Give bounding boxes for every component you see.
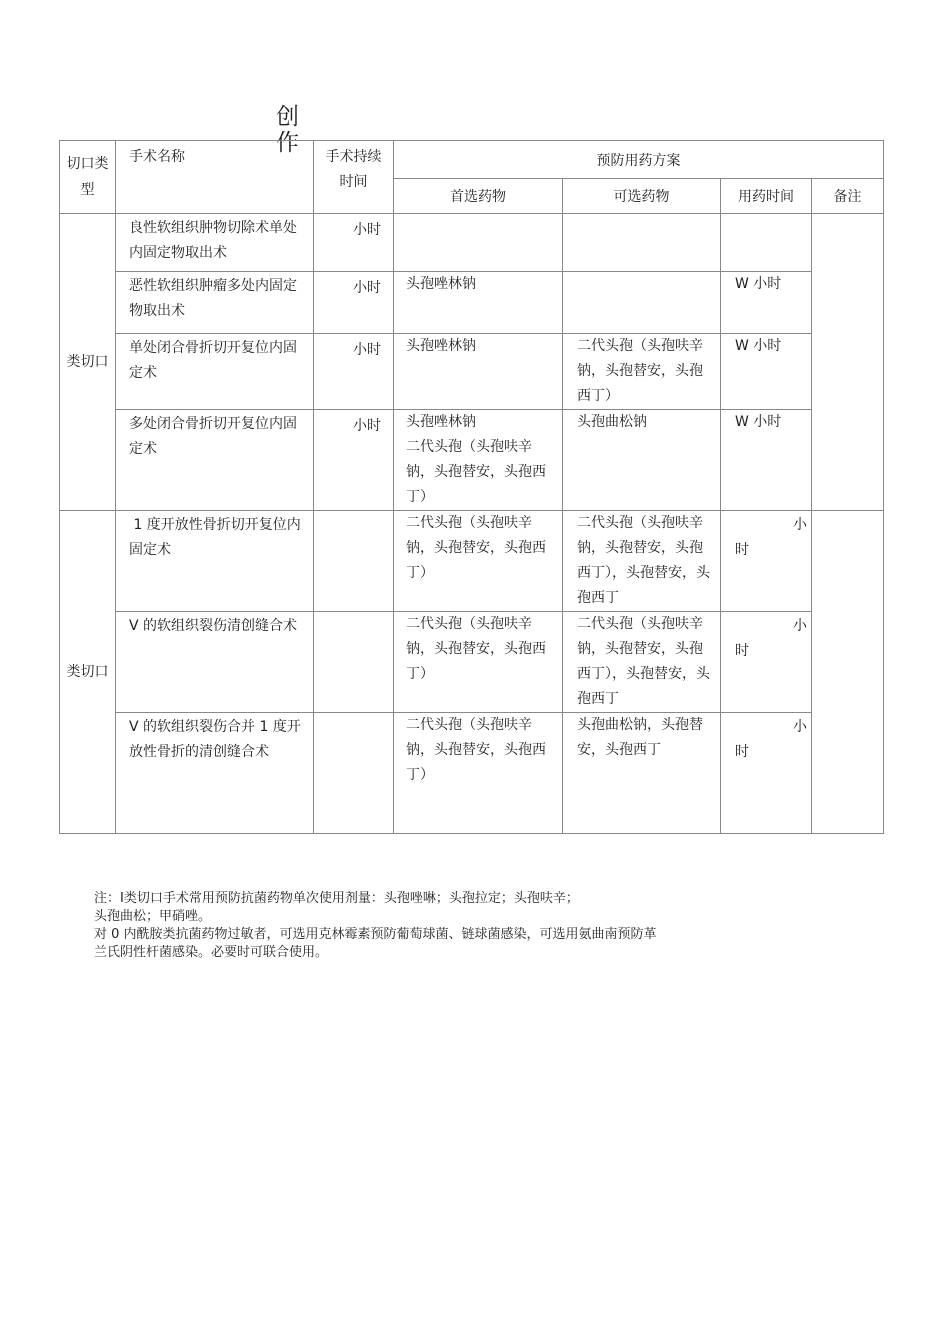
- duration-cell: 小时: [314, 410, 394, 511]
- table-row: [60, 612, 884, 713]
- alternative-cell: 二代头孢（头孢呋辛钠，头孢替安，头孢西丁），头孢替安，头孢西丁: [563, 511, 721, 612]
- incision-type-cell: 类切口: [60, 511, 116, 834]
- duration-cell: [314, 713, 394, 834]
- header-plan: 预防用药方案: [394, 141, 884, 179]
- timing-part-b: 时: [735, 744, 749, 760]
- timing-cell: [721, 511, 812, 612]
- alternative-cell: 二代头孢（头孢呋辛钠，头孢替安，头孢西丁），头孢替安，头孢西丁: [563, 612, 721, 713]
- duration-cell: 小时: [314, 214, 394, 272]
- first-choice-secondary: 二代头孢（头孢呋辛钠，头孢替安，头孢西丁）: [406, 439, 546, 505]
- first-choice-cell: 头孢唑林钠: [394, 334, 563, 410]
- incision-type-cell: 类切口: [60, 214, 116, 511]
- timing-part-b: 时: [735, 643, 749, 659]
- note-line: 注：Ⅰ类切口手术常用预防抗菌药物单次使用剂量：头孢唑啉；头孢拉定；头孢呋辛；: [94, 891, 579, 906]
- surgery-name-cell: 多处闭合骨折切开复位内固定术: [116, 410, 314, 511]
- header-incision-type: 切口类型: [60, 141, 116, 214]
- first-choice-cell: [394, 214, 563, 272]
- surgery-name-cell: 良性软组织肿物切除术单处内固定物取出术: [116, 214, 314, 272]
- header-duration: 手术持续时间: [314, 141, 394, 214]
- surgery-name-cell: 1 度开放性骨折切开复位内固定术: [116, 511, 314, 612]
- header-first-choice: 首选药物: [394, 179, 563, 214]
- header-alternative: 可选药物: [563, 179, 721, 214]
- surgery-name-cell: 单处闭合骨折切开复位内固定术: [116, 334, 314, 410]
- note-line: 对 0 内酰胺类抗菌药物过敏者，可选用克林霉素预防葡萄球菌、链球菌感染，可选用氨曲南预防革: [94, 927, 657, 942]
- header-surgery-name: 手术名称: [116, 141, 314, 214]
- duration-cell: 小时: [314, 272, 394, 334]
- timing-part-a: 小: [793, 719, 807, 735]
- header-timing: 用药时间: [721, 179, 812, 214]
- alternative-cell: 头孢曲松钠: [563, 410, 721, 511]
- table-row: [60, 272, 884, 334]
- duration-cell: [314, 511, 394, 612]
- timing-cell: [721, 214, 812, 272]
- table-row: [60, 511, 884, 612]
- first-choice-cell: 头孢唑林钠: [394, 272, 563, 334]
- prophylaxis-table: [59, 140, 884, 834]
- remarks-cell: [812, 511, 884, 834]
- surgery-name-cell: V 的软组织裂伤合并 1 度开放性骨折的清创缝合术: [116, 713, 314, 834]
- alternative-cell: 二代头孢（头孢呋辛钠，头孢替安，头孢西丁）: [563, 334, 721, 410]
- table-row: [60, 334, 884, 410]
- note-line: 头孢曲松；甲硝唑。: [94, 909, 212, 924]
- timing-cell: W 小时: [721, 334, 812, 410]
- surgery-name-cell: 恶性软组织肿瘤多处内固定物取出术: [116, 272, 314, 334]
- footnotes: [94, 890, 794, 962]
- timing-part-a: 小: [793, 618, 807, 634]
- remarks-cell: [812, 214, 884, 511]
- first-choice-cell: [394, 410, 563, 511]
- table-row: [60, 214, 884, 272]
- alternative-cell: 头孢曲松钠，头孢替安，头孢西丁: [563, 713, 721, 834]
- timing-cell: [721, 713, 812, 834]
- header-remarks: 备注: [812, 179, 884, 214]
- timing-part-a: 小: [793, 517, 807, 533]
- timing-part-b: 时: [735, 542, 749, 558]
- page-heading: 创作: [276, 104, 299, 156]
- table-row: [60, 713, 884, 834]
- note-line: 兰氏阴性杆菌感染。必要时可联合使用。: [94, 945, 329, 960]
- alternative-cell: [563, 214, 721, 272]
- timing-cell: W 小时: [721, 410, 812, 511]
- first-choice-cell: 二代头孢（头孢呋辛钠，头孢替安，头孢西丁）: [394, 612, 563, 713]
- table-row: [60, 410, 884, 511]
- timing-cell: W 小时: [721, 272, 812, 334]
- first-choice-cell: 二代头孢（头孢呋辛钠，头孢替安，头孢西丁）: [394, 511, 563, 612]
- first-choice-primary: 头孢唑林钠: [406, 414, 476, 430]
- alternative-cell: [563, 272, 721, 334]
- duration-cell: 小时: [314, 334, 394, 410]
- timing-cell: [721, 612, 812, 713]
- duration-cell: [314, 612, 394, 713]
- first-choice-cell: 二代头孢（头孢呋辛钠，头孢替安，头孢西丁）: [394, 713, 563, 834]
- surgery-name-cell: V 的软组织裂伤清创缝合术: [116, 612, 314, 713]
